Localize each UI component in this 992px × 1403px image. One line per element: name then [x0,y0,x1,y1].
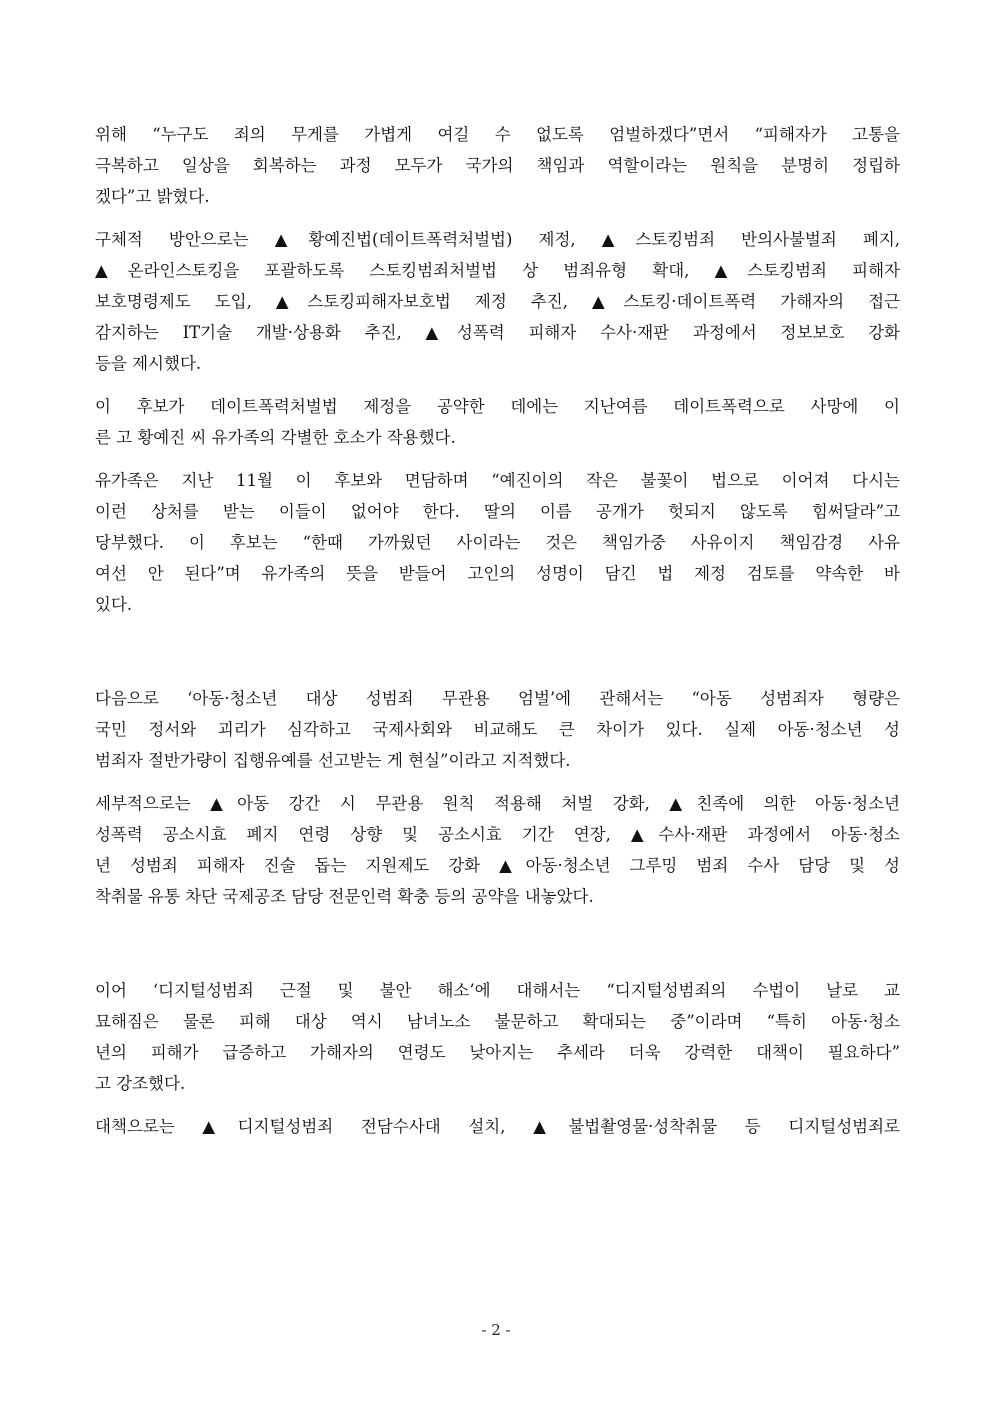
paragraph [95,788,900,912]
paragraph [95,465,900,620]
text-line: 위해 “누구도 죄의 무게를 가볍게 여길 수 없도록 엄벌하겠다”면서 “피해자가 고통을 [95,125,900,144]
paragraph [95,975,900,1099]
text-line: 있다. [95,595,133,614]
text-line: 겠다”고 밝혔다. [95,187,210,206]
text-line: 등을 제시했다. [95,354,202,373]
text-line: 유가족은 지난 11월 이 후보와 면담하며 “예진이의 작은 불꽃이 법으로 이어져 다시는 [95,471,900,490]
text-line: 구체적 방안으로는 ▲황예진법(데이트폭력처벌법) 제정, ▲스토킹범죄 반의사불벌죄 폐지, [95,230,900,249]
text-line: 보호명령제도 도입, ▲스토킹피해자보호법 제정 추진, ▲스토킹·데이트폭력 가해자의 접근 [95,292,900,311]
text-line: 고 강조했다. [95,1074,186,1093]
text-line: 른 고 황예진 씨 유가족의 각별한 호소가 작용했다. [95,428,456,447]
text-line: 국민 정서와 괴리가 심각하고 국제사회와 비교해도 큰 차이가 있다. 실제 아동·청소년 성 [95,720,900,739]
paragraph [95,119,900,212]
text-line: 당부했다. 이 후보는 “한때 가까웠던 사이라는 것은 책임가중 사유이지 책임감경 사유 [95,533,900,552]
text-line: 이어 ‘디지털성범죄 근절 및 불안 해소’에 대해서는 “디지털성범죄의 수법이 날로 교 [95,981,900,1000]
text-line: 년 성범죄 피해자 진술 돕는 지원제도 강화 ▲아동·청소년 그루밍 범죄 수사 담당 및 성 [95,856,900,875]
text-line: 감지하는 IT기술 개발·상용화 추진, ▲성폭력 피해자 수사·재판 과정에서 정보보호 강화 [95,323,900,342]
paragraph [95,1111,900,1142]
text-line: 극복하고 일상을 회복하는 과정 모두가 국가의 책임과 역할이라는 원칙을 분명히 정립하 [95,156,900,175]
text-line: 여선 안 된다”며 유가족의 뜻을 받들어 고인의 성명이 담긴 법 제정 검토를 약속한 바 [95,564,900,583]
text-line: 착취물 유통 차단 국제공조 담당 전문인력 확충 등의 공약을 내놓았다. [95,887,594,906]
text-line: 다음으로 ‘아동·청소년 대상 성범죄 무관용 엄벌’에 관해서는 “아동 성범죄자 형량은 [95,689,900,708]
text-line: 세부적으로는 ▲아동 강간 시 무관용 원칙 적용해 처벌 강화, ▲친족에 의한 아동·청소년 [95,794,900,813]
text-line: 성폭력 공소시효 폐지 연령 상향 및 공소시효 기간 연장, ▲수사·재판 과정에서 아동·청소 [95,825,900,844]
text-line: 묘해짐은 물론 피해 대상 역시 남녀노소 불문하고 확대되는 중”이라며 “특히 아동·청소 [95,1012,900,1031]
paragraph [95,224,900,379]
text-line: 이 후보가 데이트폭력처벌법 제정을 공약한 데에는 지난여름 데이트폭력으로 사망에 이 [95,397,900,416]
text-line: 대책으로는 ▲디지털성범죄 전담수사대 설치, ▲불법촬영물·성착취물 등 디지털성범죄로 [95,1117,900,1136]
text-line: 년의 피해가 급증하고 가해자의 연령도 낮아지는 추세라 더욱 강력한 대책이 필요하다” [95,1043,900,1062]
page-number: - 2 - [481,1321,511,1339]
paragraph [95,683,900,776]
paragraph [95,391,900,453]
text-line: 이런 상처를 받는 이들이 없어야 한다. 딸의 이름 공개가 헛되지 않도록 힘써달라”고 [95,502,900,521]
document-body [95,119,900,1142]
text-line: ▲온라인스토킹을 포괄하도록 스토킹범죄처벌법 상 범죄유형 확대, ▲스토킹범죄 피해자 [95,261,900,280]
text-line: 범죄자 절반가량이 집행유예를 선고받는 게 현실”이라고 지적했다. [95,751,571,770]
